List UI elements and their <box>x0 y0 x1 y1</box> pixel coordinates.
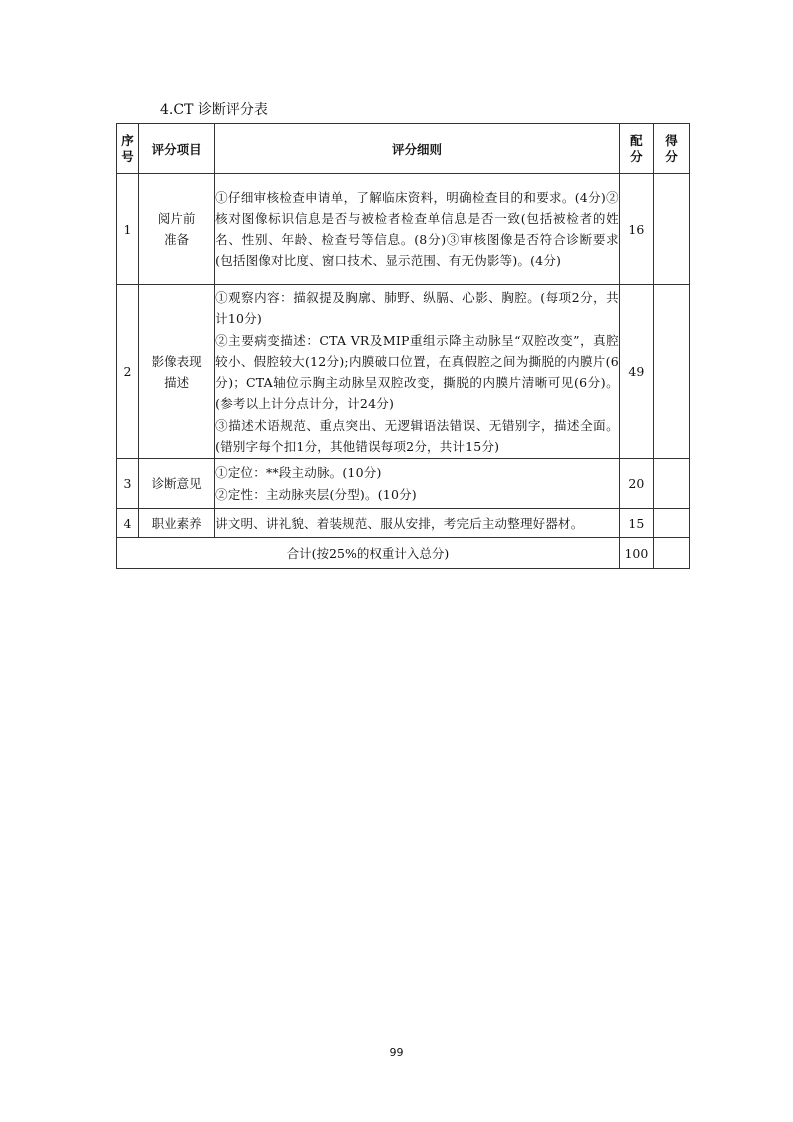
table-row <box>117 509 690 538</box>
header-got: 得 分 <box>653 124 689 174</box>
header-item: 评分项目 <box>139 124 215 174</box>
row-got <box>653 174 689 285</box>
row-got <box>653 285 689 459</box>
row-detail: 讲文明、讲礼貌、着装规范、服从安排，考完后主动整理好器材。 <box>215 509 620 538</box>
row-no: 4 <box>117 509 139 538</box>
row-detail: ①观察内容：描叙提及胸廓、肺野、纵膈、心影、胸腔。(每项2分，共计10分) ②主要病变描述：CTA VR及MIP重组示降主动脉呈“双腔改变”，真腔较小、假腔较大(12分);内膜破口位置，在真假腔之间为撕脱的内膜片(6分)；CTA轴位示胸主动脉呈双腔改变，撕脱的内膜片清晰可见(6分)。(参考以上计分点计分，计24分) ③描述术语规范、重点突出、无逻辑语法错误、无错别字，描述全面。(错别字每个扣1分，其他错误每项2分，共计15分) <box>215 285 620 459</box>
row-item: 诊断意见 <box>139 459 215 509</box>
row-no: 1 <box>117 174 139 285</box>
table-row <box>117 459 690 509</box>
row-item: 职业素养 <box>139 509 215 538</box>
total-row <box>117 538 690 569</box>
ct-score-table <box>116 123 690 569</box>
row-score: 16 <box>619 174 653 285</box>
header-score: 配 分 <box>619 124 653 174</box>
page-number: 99 <box>389 1046 404 1059</box>
table-row <box>117 174 690 285</box>
row-score: 20 <box>619 459 653 509</box>
header-detail: 评分细则 <box>215 124 620 174</box>
section-title: 4.CT 诊断评分表 <box>160 102 268 118</box>
row-got <box>653 509 689 538</box>
row-got <box>653 459 689 509</box>
row-no: 3 <box>117 459 139 509</box>
row-item: 阅片前 准备 <box>139 174 215 285</box>
total-score: 100 <box>619 538 653 569</box>
table-row <box>117 285 690 459</box>
row-item: 影像表现 描述 <box>139 285 215 459</box>
total-label: 合计(按25%的权重计入总分) <box>117 538 620 569</box>
table-header-row <box>117 124 690 174</box>
header-no: 序 号 <box>117 124 139 174</box>
row-detail: ①仔细审核检查申请单，了解临床资料，明确检查目的和要求。(4分)②核对图像标识信息是否与被检者检查单信息是否一致(包括被检者的姓名、性别、年龄、检查号等信息。(8分)③审核图像是否符合诊断要求(包括图像对比度、窗口技术、显示范围、有无伪影等)。(4分) <box>215 174 620 285</box>
row-score: 49 <box>619 285 653 459</box>
row-score: 15 <box>619 509 653 538</box>
row-no: 2 <box>117 285 139 459</box>
row-detail: ①定位：**段主动脉。(10分) ②定性：主动脉夹层(分型)。(10分) <box>215 459 620 509</box>
total-got <box>653 538 689 569</box>
